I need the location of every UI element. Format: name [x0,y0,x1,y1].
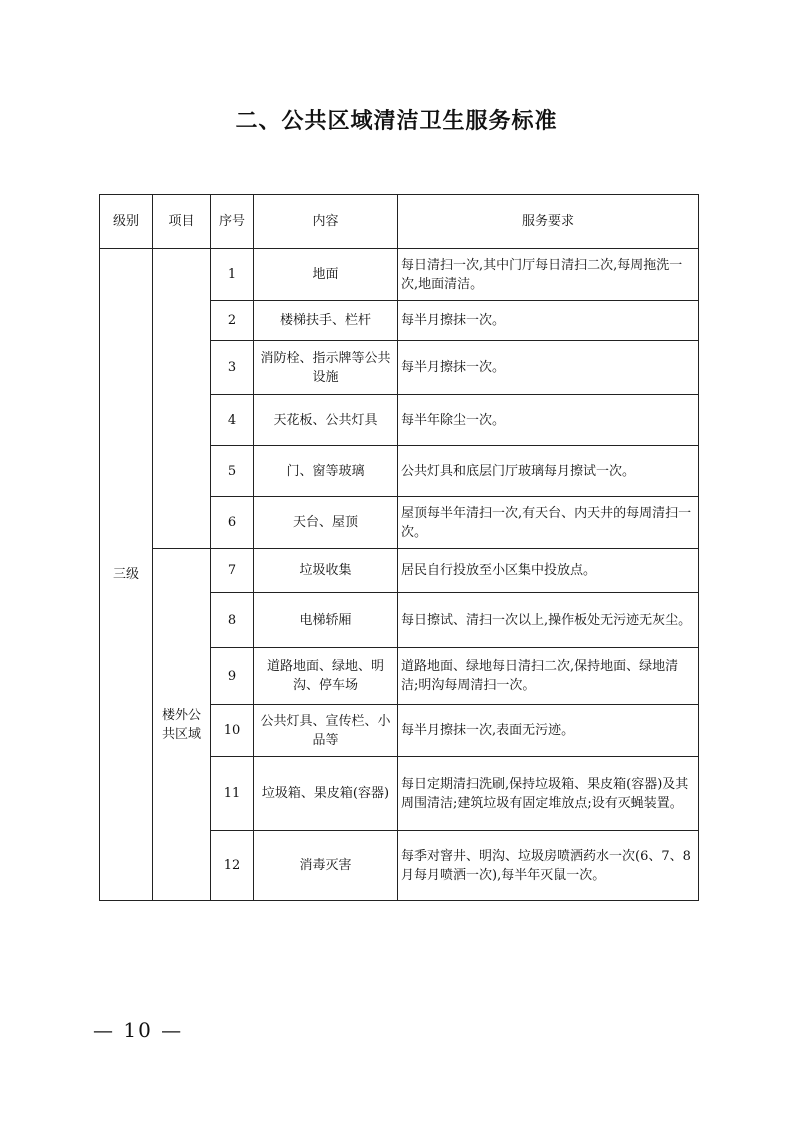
row-number: 5 [211,446,254,497]
table-header-row [100,195,699,249]
row-number: 1 [211,249,254,301]
row-number: 4 [211,395,254,446]
row-requirement: 每半年除尘一次。 [398,395,699,446]
header-no: 序号 [211,195,254,249]
row-requirement: 每半月擦抹一次,表面无污迹。 [398,705,699,757]
header-item: 项目 [153,195,211,249]
row-content: 消毒灭害 [254,831,398,901]
row-requirement: 每季对窨井、明沟、垃圾房喷洒药水一次(6、7、8月每月喷洒一次),每半年灭鼠一次。 [398,831,699,901]
row-content: 公共灯具、宣传栏、小品等 [254,705,398,757]
row-number: 8 [211,593,254,648]
row-number: 11 [211,757,254,831]
row-content: 天台、屋顶 [254,497,398,549]
header-content: 内容 [254,195,398,249]
row-requirement: 每日清扫一次,其中门厅每日清扫二次,每周拖洗一次,地面清洁。 [398,249,699,301]
service-standards-table [99,194,699,901]
row-requirement: 每日定期清扫洗刷,保持垃圾箱、果皮箱(容器)及其周围清洁;建筑垃圾有固定堆放点;设有灭蝇装置。 [398,757,699,831]
row-content: 电梯轿厢 [254,593,398,648]
row-number: 9 [211,648,254,705]
row-requirement: 道路地面、绿地每日清扫二次,保持地面、绿地清洁;明沟每周清扫一次。 [398,648,699,705]
table-row [100,249,699,301]
row-content: 楼梯扶手、栏杆 [254,301,398,341]
row-requirement: 每半月擦抹一次。 [398,301,699,341]
item-cell-blank [153,249,211,549]
row-number: 12 [211,831,254,901]
header-level: 级别 [100,195,153,249]
row-requirement: 每半月擦抹一次。 [398,341,699,395]
row-number: 10 [211,705,254,757]
row-content: 天花板、公共灯具 [254,395,398,446]
row-requirement: 每日擦试、清扫一次以上,操作板处无污迹无灰尘。 [398,593,699,648]
row-requirement: 公共灯具和底层门厅玻璃每月擦试一次。 [398,446,699,497]
page-title: 二、公共区域清洁卫生服务标准 [235,109,558,134]
level-cell: 三级 [100,249,153,901]
page-number: — 10 — [93,1018,184,1042]
row-number: 7 [211,549,254,593]
row-number: 2 [211,301,254,341]
row-number: 6 [211,497,254,549]
table-row [100,549,699,593]
row-requirement: 居民自行投放至小区集中投放点。 [398,549,699,593]
header-requirement: 服务要求 [398,195,699,249]
item-cell-outdoor: 楼外公共区域 [153,549,211,901]
row-content: 道路地面、绿地、明沟、停车场 [254,648,398,705]
row-content: 消防栓、指示牌等公共设施 [254,341,398,395]
row-requirement: 屋顶每半年清扫一次,有天台、内天井的每周清扫一次。 [398,497,699,549]
row-number: 3 [211,341,254,395]
row-content: 垃圾收集 [254,549,398,593]
row-content: 垃圾箱、果皮箱(容器) [254,757,398,831]
row-content: 地面 [254,249,398,301]
row-content: 门、窗等玻璃 [254,446,398,497]
